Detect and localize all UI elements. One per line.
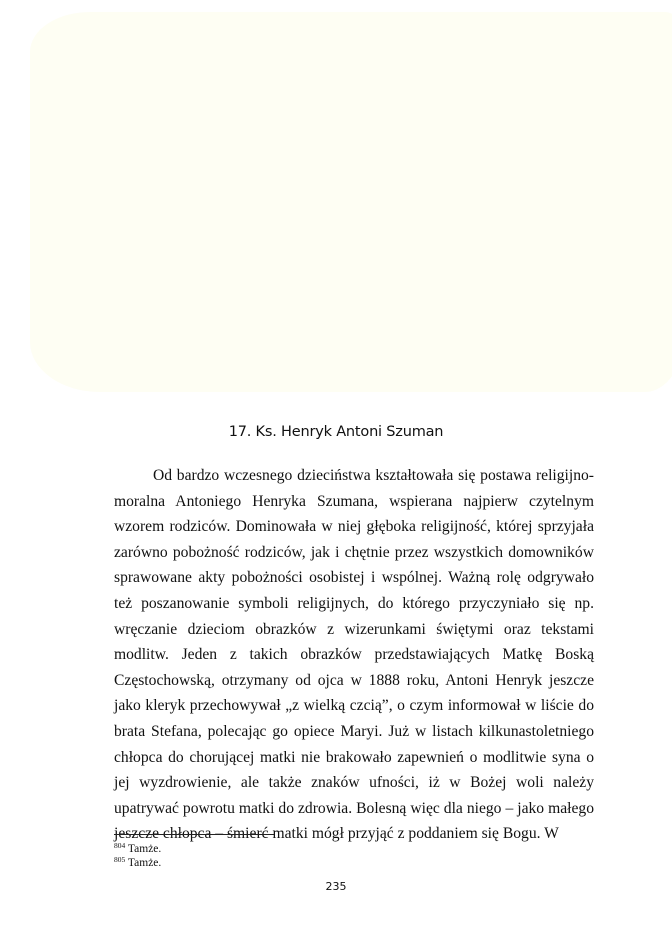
footnote-number: 805 bbox=[114, 855, 126, 864]
page-number: 235 bbox=[325, 880, 347, 893]
background-stain-inner bbox=[60, 40, 580, 340]
footnote-number: 804 bbox=[114, 841, 126, 850]
footnote-separator bbox=[114, 834, 274, 835]
footnote-805 bbox=[114, 856, 161, 870]
footnotes bbox=[114, 842, 161, 870]
footnote-text: Tamże. bbox=[127, 857, 162, 869]
footnote-text: Tamże. bbox=[127, 843, 162, 855]
body-paragraph: Od bardzo wczesnego dzieciństwa kształtowała się postawa religijno-moralna Antoniego Henryka Szumana, wspierana najpierw czytelnym wzorem rodziców. Dominowała w niej głęboka religijność, której sprzyjała zarówno pobożność rodziców, jak i chętnie przez wszystkich domowników sprawowane akty pobożności osobistej i wspólnej. Ważną rolę odgrywało też poszanowanie symboli religijnych, do którego przyczyniało się np. wręczanie dzieciom obrazków z wizerunkami świętymi oraz tekstami modlitw. Jeden z takich obrazków przedstawiających Matkę Boską Częstochowską, otrzymany od ojca w 1888 roku, Antoni Henryk jeszcze jako kleryk przechowywał „z wielką czcią”, o czym informował w liście do brata Stefana, polecając go opiece Maryi. Już w listach kilkunastoletniego chłopca do chorującej matki nie brakowało zapewnień o modlitwie syna o jej wyzdrowienie, ale także znaków ufności, iż w Bożej woli należy upatrywać powrotu matki do zdrowia. Bolesną więc dla niego – jako małego jeszcze chłopca – śmierć matki mógł przyjąć z poddaniem się Bogu. W bbox=[114, 467, 594, 843]
chapter-title: 17. Ks. Henryk Antoni Szuman bbox=[228, 424, 444, 440]
footnote-804 bbox=[114, 842, 161, 856]
